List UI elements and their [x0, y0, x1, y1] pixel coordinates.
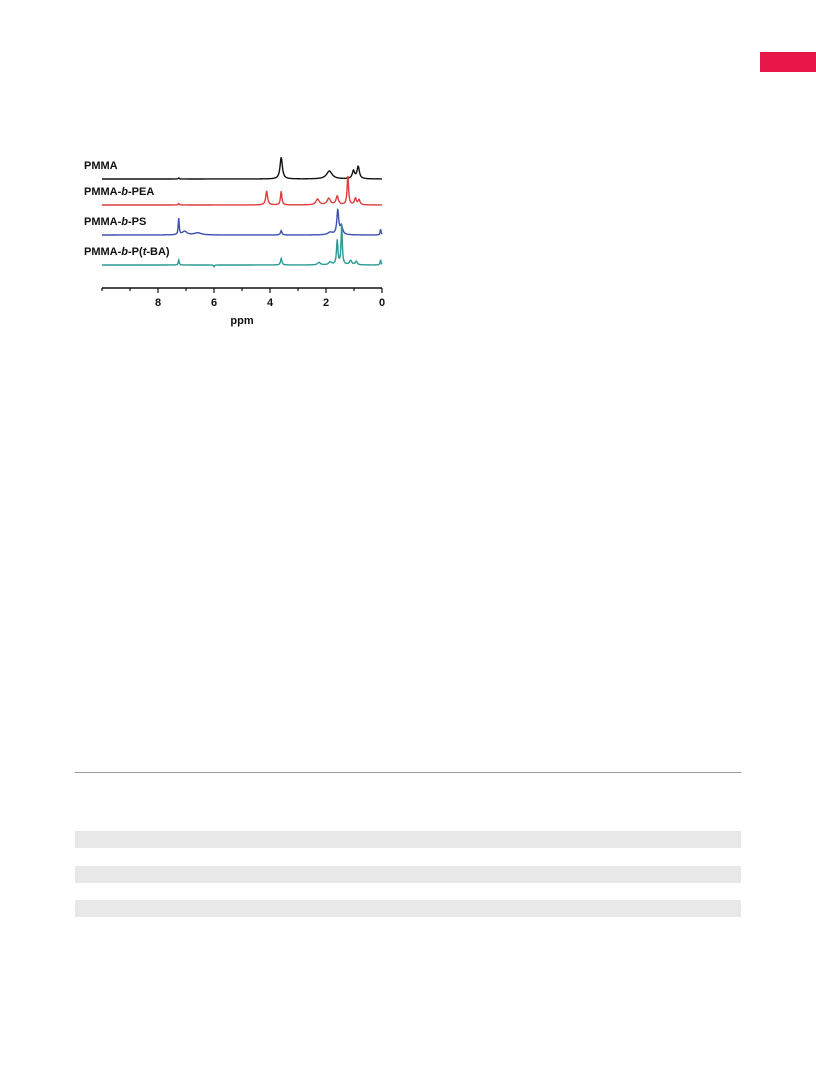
x-axis-title: ppm — [230, 315, 254, 327]
x-axis — [102, 288, 385, 309]
series-label-3: PMMA-b-PS — [84, 216, 147, 228]
x-tick-label: 6 — [210, 297, 218, 309]
table-row-band — [75, 900, 741, 917]
x-tick-label: 0 — [378, 297, 386, 309]
series-label-4: PMMA-b-P(t-BA) — [84, 246, 170, 258]
x-tick-label: 8 — [154, 297, 162, 309]
series-labels — [84, 160, 170, 258]
accent-tab — [760, 52, 816, 72]
table-row-band — [75, 831, 741, 848]
series-label-1: PMMA — [84, 160, 118, 172]
nmr-spectra-chart — [70, 84, 400, 346]
table-row-band — [75, 866, 741, 883]
table-top-rule — [75, 772, 741, 773]
x-tick-label: 4 — [266, 297, 274, 309]
spectrum-trace-1 — [102, 157, 382, 179]
x-tick-label: 2 — [322, 297, 330, 309]
chart-canvas — [70, 84, 400, 346]
series-label-2: PMMA-b-PEA — [84, 186, 155, 198]
